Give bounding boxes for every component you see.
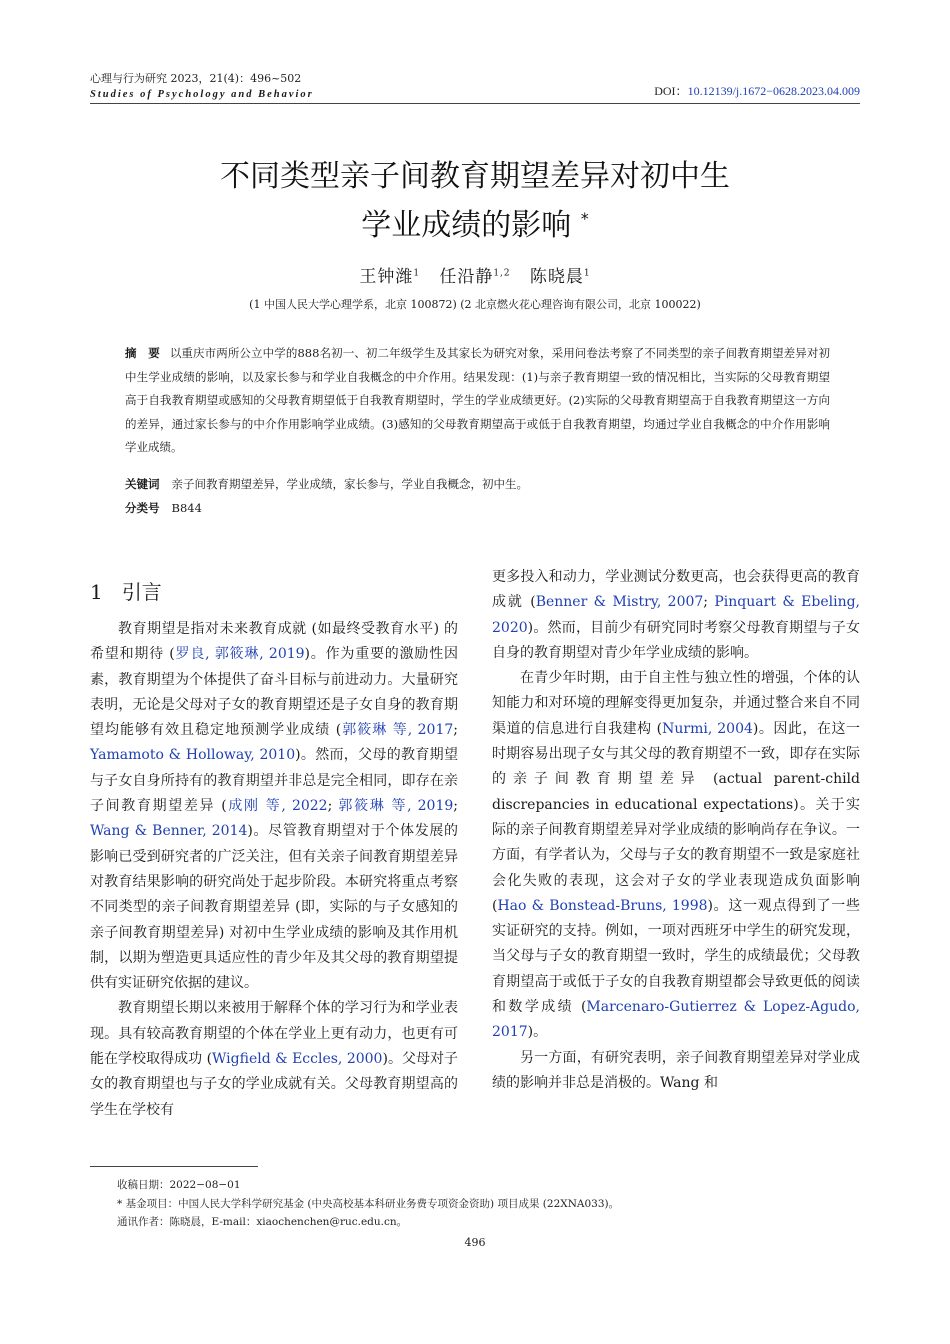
- title-line-2-text: 学业成绩的影响: [361, 208, 572, 243]
- keywords-text: 亲子间教育期望差异，学业成绩，家长参与，学业自我概念，初中生。: [171, 477, 528, 491]
- author-2-affil: 1,2: [493, 268, 511, 279]
- text-run: ;: [327, 798, 339, 815]
- text-run: 在青少年时期，由于自主性与独立性的增强，个体的认知能力和对环境的理解变得更加复杂，并通过整合来自不同渠道的信息进行自我建构 (: [492, 670, 860, 737]
- paragraph: 另一方面，有研究表明，亲子间教育期望差异对学业成绩的影响并非总是消极的。Wang 和: [492, 1049, 860, 1091]
- affiliations: (1 中国人民大学心理学系，北京 100872) (2 北京燃火花心理咨询有限公司，北京 100022): [249, 298, 701, 311]
- header-rule: [90, 103, 860, 104]
- text-run: )。作为重要的激励性因素，教育期望为个体提供了奋斗目标与前进动力。大量研究表明，无论是父母对子女的教育期望还是子女自身的教育期望均能够有效且稳定地预测学业成绩 (: [90, 646, 458, 739]
- footnote-fund: * 基金项目：中国人民大学科学研究基金 (中央高校基本科研业务费专项资金资助) 项目成果 (22XNA033)。: [117, 1198, 620, 1210]
- text-run: ;: [453, 798, 458, 815]
- text-run: )。父母对子女的教育期望也与子女的学业成就有关。父母教育期望高的学生在学校有: [90, 1051, 458, 1118]
- journal-name-en: Studies of Psychology and Behavior: [90, 89, 314, 100]
- citation-link[interactable]: 郭筱琳 等, 2017: [341, 722, 454, 739]
- author-3: 陈晓晨: [529, 267, 584, 287]
- citation-link[interactable]: Benner & Mistry, 2007: [535, 594, 704, 611]
- section-title: 引言: [121, 580, 162, 604]
- classification: [125, 500, 202, 516]
- text-run: 教育期望长期以来被用于解释个体的学习行为和学业表现。具有较高教育期望的个体在学业上更有动力，也更有可能在学校取得成功 (: [90, 1000, 458, 1068]
- citation-link[interactable]: Wang & Benner, 2014: [90, 823, 248, 840]
- keywords-label: 关键词: [125, 477, 160, 491]
- text-run: )。: [527, 1024, 548, 1041]
- doi-label: DOI：: [654, 84, 688, 98]
- classification-code: B844: [171, 501, 202, 515]
- footnote-rule: [90, 1166, 258, 1167]
- text-run: )。因此，在这一时期容易出现子女与其父母的教育期望不一致，即存在实际的亲子间教育期望差异 (actual parent-child discrepancies in educational expectations)。关于实际的亲子间教育期望差异对学业成绩的影响尚存在争议。一方面，有学者认为，父母与子女的教育期望不一致是家庭社会化失败的表现，这会对子女的学业表现造成负面影响 (: [492, 720, 860, 914]
- doi: [654, 82, 860, 99]
- text-run: 教育期望是指对未来教育成就 (如最终受教育水平) 的希望和期待 (: [90, 621, 458, 663]
- citation-link[interactable]: Yamamoto & Holloway, 2010: [90, 747, 296, 764]
- citation-link[interactable]: Wigfield & Eccles, 2000: [212, 1051, 383, 1068]
- citation-link[interactable]: Nurmi, 2004: [662, 720, 753, 737]
- text-run: )。然而，父母的教育期望与子女自身所持有的教育期望并非总是完全相同，即存在亲子间教育期望差异 (: [90, 747, 458, 815]
- paragraph: [90, 996, 458, 1122]
- paragraph: [492, 565, 860, 666]
- citation-link[interactable]: Pinquart & Ebeling, 2020: [492, 594, 861, 636]
- author-2: 任沿静: [439, 267, 494, 287]
- right-column: [492, 565, 860, 1096]
- title-line-2: [0, 198, 950, 247]
- citation-link[interactable]: 成刚 等, 2022: [226, 798, 328, 815]
- citation-link[interactable]: 郭筱琳 等, 2019: [338, 798, 454, 815]
- section-number: 1: [90, 580, 103, 604]
- title-line-1: 不同类型亲子间教育期望差异对初中生: [220, 159, 730, 194]
- citation-link[interactable]: Marcenaro-Gutierrez & Lopez-Agudo, 2017: [492, 999, 860, 1041]
- section-heading: [90, 576, 162, 605]
- keywords: [125, 476, 528, 492]
- journal-citation: 心理与行为研究 2023，21(4)：496~502: [90, 72, 302, 85]
- abstract-text: 以重庆市两所公立中学的888名初一、初二年级学生及其家长为研究对象，采用问卷法考察了不同类型的亲子间教育期望差异对初中生学业成绩的影响，以及家长参与和学业自我概念的中介作用。结果发现：(1)与亲子教育期望一致的情况相比，当实际的父母教育期望高于自我教育期望或感知的父母教育期望低于自我教育期望时，学生的学业成绩更好。(2)实际的父母教育期望高于自我教育期望这一方向的差异，通过家长参与的中介作用影响学业成绩。(3)感知的父母教育期望高于或低于自我教育期望，均通过学业自我概念的中介作用影响学业成绩。: [125, 346, 830, 455]
- footnote-contact: 通讯作者：陈晓晨，E-mail：xiaochenchen@ruc.edu.cn。: [117, 1216, 408, 1228]
- text-run: )。这一观点得到了一些实证研究的支持。例如，一项对西班牙中学生的研究发现，当父母与子女的教育期望一致时，学生的成绩最优；父母教育期望高于或低于子女的自我教育期望都会导致更低的阅读和数学成绩 (: [492, 897, 860, 1016]
- author-3-affil: 1: [583, 268, 591, 279]
- text-run: )。尽管教育期望对于个体发展的影响已受到研究者的广泛关注，但有关亲子间教育期望差异对教育结果影响的研究尚处于起步阶段。本研究将重点考察不同类型的亲子间教育期望差异 (即，实际的与子女感知的亲子间教育期望差异) 对初中生学业成绩的影响及其作用机制，以期为塑造更具适应性的青少年及其父母的教育期望提供有实证研究依据的建议。: [90, 823, 459, 992]
- doi-link[interactable]: 10.12139/j.1672−0628.2023.04.009: [687, 84, 860, 98]
- citation-link[interactable]: 罗良, 郭筱琳, 2019: [174, 646, 305, 663]
- text-run: ;: [703, 594, 715, 611]
- page-number: 496: [464, 1236, 486, 1249]
- text-run: 更多投入和动力，学业测试分数更高，也会获得更高的教育成就 (: [492, 569, 860, 611]
- abstract: [125, 342, 830, 460]
- author-1-affil: 1: [413, 268, 421, 279]
- classification-label: 分类号: [125, 501, 160, 515]
- paragraph: [492, 666, 860, 1045]
- text-run: ;: [453, 722, 458, 739]
- citation-link[interactable]: Hao & Bonstead-Bruns, 1998: [497, 897, 708, 914]
- left-column: [90, 617, 458, 1123]
- footnote-received: 收稿日期：2022−08−01: [117, 1179, 241, 1191]
- author-1: 王钟潍: [359, 267, 414, 287]
- authors: [0, 262, 950, 287]
- abstract-label: 摘 要: [125, 346, 160, 360]
- text-run: )。然而，目前少有研究同时考察父母教育期望与子女自身的教育期望对青少年学业成绩的影响。: [492, 619, 860, 661]
- paragraph: [90, 617, 458, 996]
- title-footnote-star: *: [580, 209, 589, 228]
